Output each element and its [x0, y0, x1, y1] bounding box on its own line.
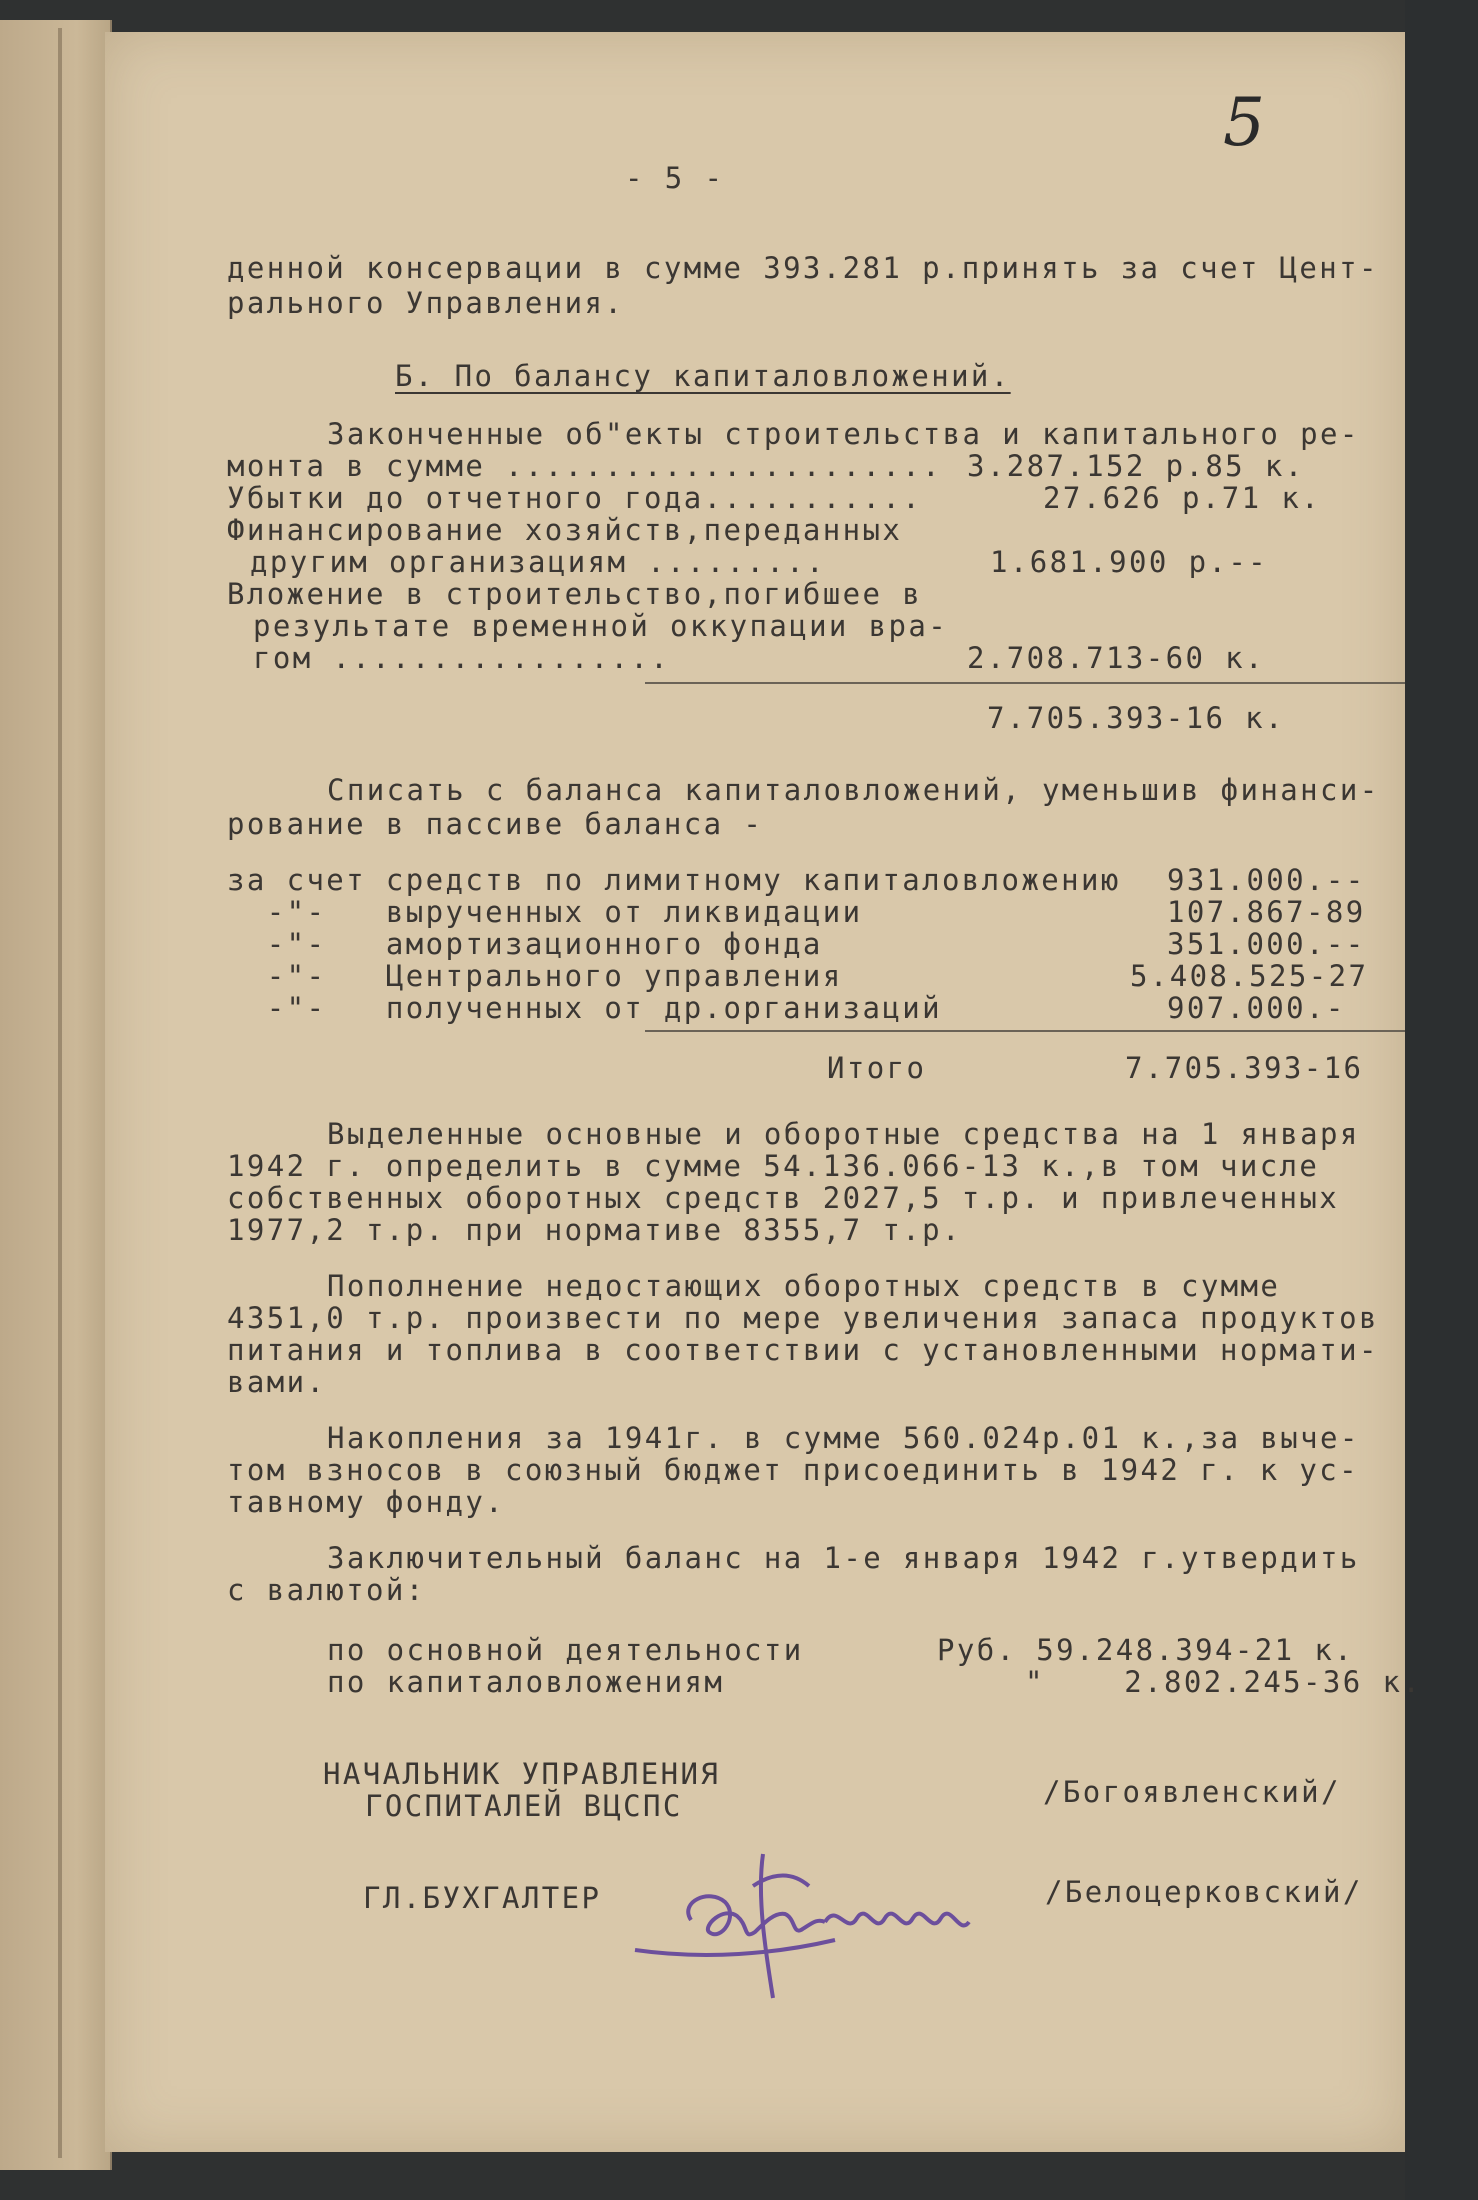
capital-line-4: Финансирование хозяйств,переданных	[227, 513, 903, 547]
accountant-signature	[625, 1832, 1145, 2012]
write-off-row-2-value: 107.867-89	[1167, 895, 1366, 929]
chief-title-line-1: НАЧАЛЬНИК УПРАВЛЕНИЯ	[323, 1757, 721, 1791]
write-off-row-5-label: -"- полученных от др.организаций	[227, 991, 942, 1025]
write-off-total-label: Итого	[827, 1051, 927, 1085]
para4-line-2: с валютой:	[227, 1573, 426, 1607]
section-b-title: Б. По балансу капиталовложений.	[395, 359, 1011, 393]
page-number: - 5 -	[625, 161, 725, 195]
para1-line-1: Выделенные основные и оборотные средства на 1 января	[327, 1117, 1360, 1151]
handwritten-page-number: 5	[1223, 84, 1265, 161]
write-off-row-1-label: за счет средств по лимитному капиталовложению	[227, 863, 1121, 897]
capital-row-4-value: 2.708.713-60 к.	[967, 641, 1265, 675]
para1-line-2: 1942 г. определить в сумме 54.136.066-13 к.,в том числе	[227, 1149, 1320, 1183]
write-off-row-3-label: -"- амортизационного фонда	[227, 927, 823, 961]
para1-line-4: 1977,2 т.р. при нормативе 8355,7 т.р.	[227, 1213, 962, 1247]
chief-name: /Богоявленский/	[1043, 1775, 1341, 1809]
intro-line-1: денной консервации в сумме 393.281 р.принять за счет Цент-	[227, 251, 1379, 285]
para3-line-3: тавному фонду.	[227, 1485, 506, 1519]
accountant-name: /Белоцерковский/	[1045, 1875, 1363, 1909]
scan-background	[1405, 0, 1478, 2200]
write-off-row-3-value: 351.000.--	[1167, 927, 1366, 961]
para4-line-1: Заключительный баланс на 1-е января 1942 г.утвердить	[327, 1541, 1360, 1575]
para1-line-3: собственных оборотных средств 2027,5 т.р. и привлеченных	[227, 1181, 1340, 1215]
para2-line-2: 4351,0 т.р. произвести по мере увеличения запаса продуктов	[227, 1301, 1379, 1335]
write-off-line-1: Списать с баланса капиталовложений, уменьшив финанси-	[327, 773, 1380, 807]
capital-line-6: Вложение в строительство,погибшее в	[227, 577, 923, 611]
capital-total: 7.705.393-16 к.	[987, 701, 1285, 735]
capital-row-2-label: Убытки до отчетного года...........	[227, 481, 923, 515]
capital-row-2-value: 27.626 р.71 к.	[1043, 481, 1322, 515]
left-page-edge	[0, 20, 112, 2170]
capital-row-4-label: гом .................	[253, 641, 671, 675]
para2-line-1: Пополнение недостающих оборотных средств в сумме	[327, 1269, 1281, 1303]
write-off-row-1-value: 931.000.--	[1167, 863, 1366, 897]
para3-line-2: том взносов в союзный бюджет присоединить в 1942 г. к ус-	[227, 1453, 1359, 1487]
write-off-row-2-label: -"- вырученных от ликвидации	[227, 895, 863, 929]
capital-line-1: Законченные об"екты строительства и капитального ре-	[327, 417, 1360, 451]
chief-title-line-2: ГОСПИТАЛЕЙ ВЦСПС	[365, 1789, 683, 1823]
final-row-2-value: " 2.802.245-36 к.	[1025, 1665, 1423, 1699]
final-row-1-label: по основной деятельности	[327, 1633, 804, 1667]
write-off-row-5-value: 907.000.-	[1167, 991, 1346, 1025]
accountant-title: ГЛ.БУХГАЛТЕР	[363, 1881, 602, 1915]
capital-row-1-label: монта в сумме ......................	[227, 449, 942, 483]
capital-row-3-label: другим организациям .........	[250, 545, 826, 579]
final-row-1-value: Руб. 59.248.394-21 к.	[937, 1633, 1355, 1667]
para3-line-1: Накопления за 1941г. в сумме 560.024р.01 к.,за выче-	[327, 1421, 1360, 1455]
capital-row-3-value: 1.681.900 р.--	[990, 545, 1269, 579]
para2-line-3: питания и топлива в соответствии с установленными нормати-	[227, 1333, 1379, 1367]
capital-row-1-value: 3.287.152 р.85 к.	[967, 449, 1305, 483]
document-page	[105, 32, 1423, 2152]
write-off-row-4-label: -"- Центрального управления	[227, 959, 843, 993]
capital-total-rule	[645, 682, 1405, 684]
write-off-total-value: 7.705.393-16	[1125, 1051, 1364, 1085]
write-off-line-2: рование в пассиве баланса -	[227, 807, 764, 841]
write-off-row-4-value: 5.408.525-27	[1130, 959, 1369, 993]
left-page-fold	[58, 28, 62, 2158]
para2-line-4: вами.	[227, 1365, 327, 1399]
intro-line-2: рального Управления.	[227, 286, 625, 320]
capital-line-7: результате временной оккупации вра-	[253, 609, 949, 643]
write-off-total-rule	[645, 1030, 1405, 1032]
final-row-2-label: по капиталовложениям	[327, 1665, 725, 1699]
